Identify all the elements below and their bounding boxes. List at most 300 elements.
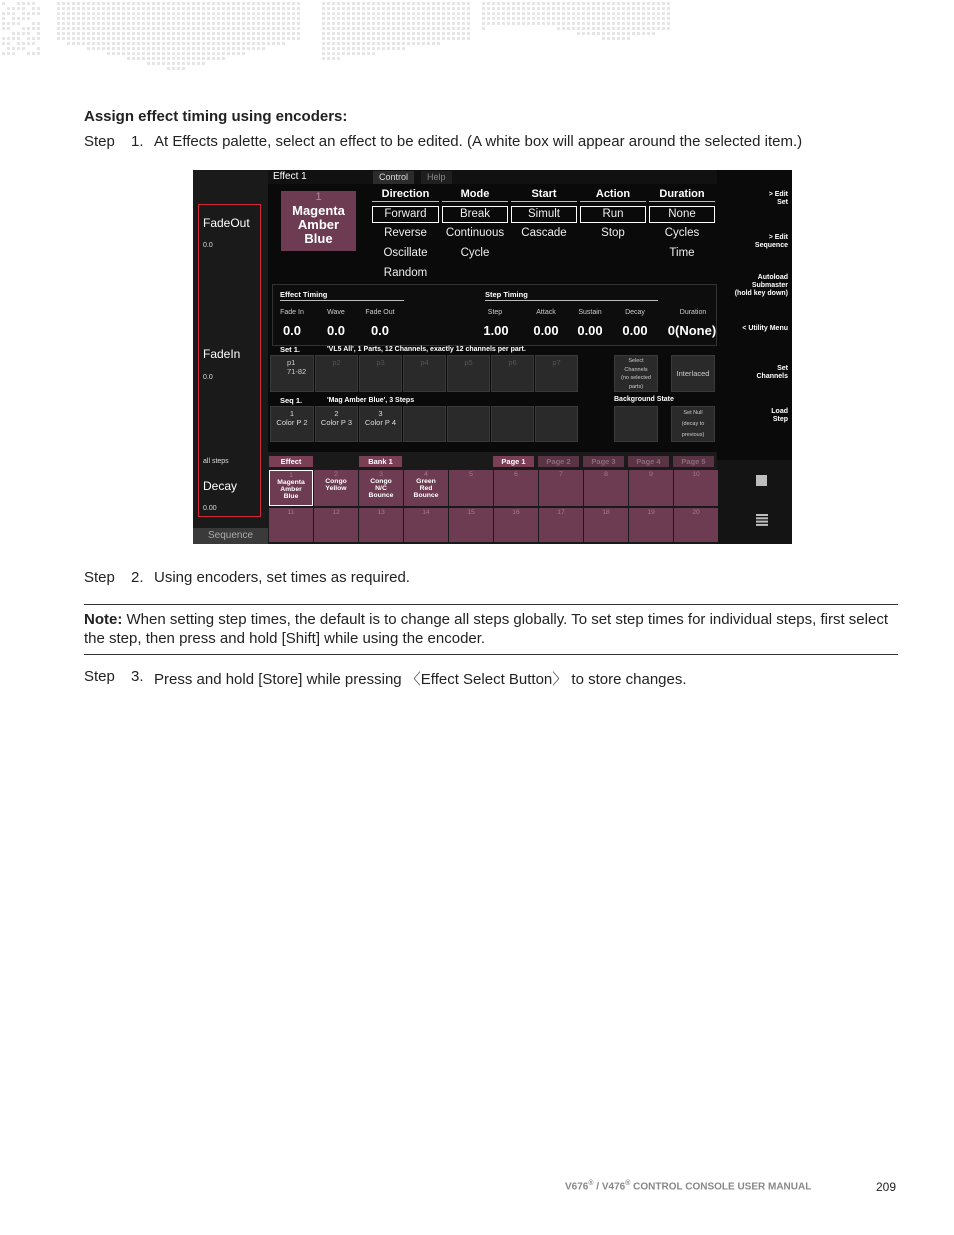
- selected-effect-tile[interactable]: [281, 191, 356, 251]
- interlaced-button[interactable]: Interlaced: [671, 355, 715, 392]
- utility-menu-button[interactable]: < Utility Menu: [742, 325, 788, 332]
- encoder-decay-caption: all steps: [203, 458, 229, 465]
- attack-value[interactable]: 0.00: [533, 323, 559, 338]
- map-dot: [22, 27, 25, 30]
- sustain-value[interactable]: 0.00: [577, 323, 603, 338]
- map-dot: [117, 32, 120, 35]
- effect-slot[interactable]: [674, 508, 718, 542]
- map-dot: [172, 57, 175, 60]
- map-dot: [32, 52, 35, 55]
- duration-cycles-option[interactable]: Cycles: [664, 227, 700, 239]
- effect-slot-number: 15: [467, 509, 475, 516]
- map-dot: [352, 22, 355, 25]
- map-dot: [442, 22, 445, 25]
- map-dot: [647, 12, 650, 15]
- effect-slot[interactable]: [359, 508, 403, 542]
- direction-oscillate-option[interactable]: Oscillate: [383, 247, 428, 259]
- map-dot: [192, 62, 195, 65]
- map-dot: [647, 17, 650, 20]
- map-dot: [357, 7, 360, 10]
- map-dot: [337, 17, 340, 20]
- map-dot: [187, 2, 190, 5]
- map-dot: [372, 32, 375, 35]
- map-dot: [572, 22, 575, 25]
- map-dot: [27, 52, 30, 55]
- map-dot: [222, 32, 225, 35]
- select-channels-button[interactable]: [614, 355, 658, 392]
- duration-time-option[interactable]: Time: [669, 247, 695, 259]
- map-dot: [72, 37, 75, 40]
- effect-slot-label: Red: [419, 485, 433, 492]
- map-dot: [252, 2, 255, 5]
- map-dot: [652, 32, 655, 35]
- map-dot: [262, 47, 265, 50]
- map-dot: [327, 22, 330, 25]
- map-dot: [332, 22, 335, 25]
- page-4-button[interactable]: Page 4: [628, 456, 669, 467]
- world-map-decoration: [0, 0, 700, 100]
- direction-forward-option[interactable]: Forward: [372, 206, 439, 223]
- map-dot: [372, 42, 375, 45]
- map-dot: [132, 27, 135, 30]
- note-label: Note:: [84, 611, 123, 628]
- map-dot: [492, 2, 495, 5]
- map-dot: [632, 27, 635, 30]
- map-dot: [217, 12, 220, 15]
- map-dot: [237, 52, 240, 55]
- map-dot: [272, 27, 275, 30]
- map-dot: [622, 12, 625, 15]
- map-dot: [277, 32, 280, 35]
- mode-continuous-option[interactable]: Continuous: [445, 227, 505, 239]
- start-cascade-option[interactable]: Cascade: [521, 227, 567, 239]
- duration-none-option[interactable]: None: [649, 206, 715, 223]
- effect-slot[interactable]: [314, 470, 358, 506]
- map-dot: [122, 32, 125, 35]
- map-dot: [512, 17, 515, 20]
- direction-random-option[interactable]: Random: [383, 267, 428, 279]
- map-dot: [392, 7, 395, 10]
- map-dot: [602, 22, 605, 25]
- map-dot: [442, 27, 445, 30]
- map-dot: [637, 17, 640, 20]
- map-dot: [177, 2, 180, 5]
- map-dot: [542, 7, 545, 10]
- map-dot: [352, 12, 355, 15]
- map-dot: [182, 52, 185, 55]
- map-dot: [617, 2, 620, 5]
- map-dot: [177, 57, 180, 60]
- map-dot: [407, 42, 410, 45]
- map-dot: [487, 12, 490, 15]
- set-channels-line1: Set: [777, 365, 788, 372]
- map-dot: [377, 22, 380, 25]
- map-dot: [202, 57, 205, 60]
- map-dot: [27, 32, 30, 35]
- map-dot: [177, 62, 180, 65]
- effect-slot[interactable]: [269, 470, 313, 506]
- map-dot: [77, 22, 80, 25]
- map-dot: [267, 7, 270, 10]
- map-dot: [197, 62, 200, 65]
- map-dot: [67, 42, 70, 45]
- direction-reverse-option[interactable]: Reverse: [384, 227, 427, 239]
- effect-slot-number: 17: [557, 509, 565, 516]
- effect-slot[interactable]: [539, 470, 583, 506]
- map-dot: [437, 17, 440, 20]
- effect-slot-number: 1: [289, 472, 293, 479]
- background-state-slot[interactable]: [614, 406, 658, 442]
- map-dot: [322, 42, 325, 45]
- effect-slot-label: Amber: [280, 486, 302, 493]
- effect-slot[interactable]: [359, 470, 403, 506]
- map-dot: [412, 22, 415, 25]
- map-dot: [207, 17, 210, 20]
- map-dot: [292, 2, 295, 5]
- map-dot: [422, 17, 425, 20]
- effect-slot-label: Congo: [325, 478, 347, 485]
- map-dot: [157, 42, 160, 45]
- map-dot: [7, 37, 10, 40]
- map-dot: [347, 2, 350, 5]
- mode-break-option[interactable]: Break: [442, 206, 508, 223]
- map-dot: [272, 37, 275, 40]
- list-view-icon[interactable]: [756, 513, 768, 525]
- map-dot: [347, 12, 350, 15]
- map-dot: [252, 17, 255, 20]
- effect-slot-number: 4: [424, 471, 428, 478]
- tab-help[interactable]: Help: [421, 171, 452, 184]
- map-dot: [197, 47, 200, 50]
- step-label: Step: [84, 569, 115, 586]
- seq-step-1[interactable]: [270, 406, 314, 442]
- map-dot: [17, 17, 20, 20]
- map-dot: [212, 32, 215, 35]
- map-dot: [7, 22, 10, 25]
- map-dot: [377, 47, 380, 50]
- map-dot: [557, 7, 560, 10]
- map-dot: [607, 12, 610, 15]
- seq-step-number: 3: [378, 409, 383, 418]
- map-dot: [247, 27, 250, 30]
- seq-step-label: Color P 4: [364, 418, 397, 427]
- set-part-p5[interactable]: p5: [447, 355, 490, 392]
- map-dot: [322, 37, 325, 40]
- map-dot: [607, 27, 610, 30]
- map-dot: [162, 2, 165, 5]
- set-part-p3[interactable]: p3: [359, 355, 402, 392]
- map-dot: [417, 2, 420, 5]
- map-dot: [142, 7, 145, 10]
- map-dot: [457, 12, 460, 15]
- seq-step-empty[interactable]: [403, 406, 446, 442]
- load-step-button[interactable]: [721, 408, 788, 424]
- map-dot: [497, 2, 500, 5]
- wave-value[interactable]: 0.0: [326, 323, 346, 338]
- map-dot: [582, 2, 585, 5]
- map-dot: [617, 12, 620, 15]
- map-dot: [392, 37, 395, 40]
- effect-slot[interactable]: [539, 508, 583, 542]
- map-dot: [277, 12, 280, 15]
- effect-slot[interactable]: [584, 508, 628, 542]
- fade-out-value[interactable]: 0.0: [370, 323, 390, 338]
- map-dot: [637, 22, 640, 25]
- map-dot: [197, 52, 200, 55]
- map-dot: [572, 2, 575, 5]
- effect-slot[interactable]: [449, 470, 493, 506]
- duration-value[interactable]: 0(None): [667, 323, 717, 338]
- map-dot: [22, 32, 25, 35]
- map-dot: [217, 7, 220, 10]
- step-text: At Effects palette, select an effect to be edited. (A white box will appear around the selected item.): [154, 133, 803, 150]
- set-part-p2[interactable]: p2: [315, 355, 358, 392]
- action-run-option[interactable]: Run: [580, 206, 646, 223]
- map-dot: [577, 32, 580, 35]
- map-dot: [392, 42, 395, 45]
- effect-tile-number: 1: [315, 191, 322, 203]
- mode-cycle-option[interactable]: Cycle: [460, 247, 490, 259]
- set-part-p4[interactable]: p4: [403, 355, 446, 392]
- page-1-button[interactable]: Page 1: [493, 456, 534, 467]
- map-dot: [537, 7, 540, 10]
- map-dot: [182, 57, 185, 60]
- seq-step-2[interactable]: [315, 406, 358, 442]
- edit-set-line1: > Edit: [768, 191, 788, 198]
- map-dot: [207, 52, 210, 55]
- map-dot: [517, 2, 520, 5]
- map-dot: [147, 7, 150, 10]
- bank-button[interactable]: Bank 1: [359, 456, 402, 467]
- map-dot: [227, 17, 230, 20]
- map-dot: [157, 37, 160, 40]
- map-dot: [237, 47, 240, 50]
- map-dot: [87, 42, 90, 45]
- map-dot: [2, 37, 5, 40]
- effect-slot-number: 7: [559, 471, 563, 478]
- set-part-p1[interactable]: [270, 355, 314, 392]
- effect-slot[interactable]: [404, 470, 448, 506]
- map-dot: [127, 27, 130, 30]
- map-dot: [12, 7, 15, 10]
- map-dot: [552, 12, 555, 15]
- fade-in-value[interactable]: 0.0: [282, 323, 302, 338]
- map-dot: [277, 2, 280, 5]
- page-2-button[interactable]: Page 2: [538, 456, 579, 467]
- edit-sequence-button[interactable]: [721, 234, 788, 250]
- map-dot: [272, 32, 275, 35]
- seq-step-3[interactable]: [359, 406, 402, 442]
- map-dot: [282, 42, 285, 45]
- map-dot: [547, 22, 550, 25]
- effect-slot[interactable]: [404, 508, 448, 542]
- action-stop-option[interactable]: Stop: [601, 227, 625, 239]
- map-dot: [522, 17, 525, 20]
- map-dot: [212, 17, 215, 20]
- map-dot: [267, 42, 270, 45]
- map-dot: [122, 42, 125, 45]
- map-dot: [482, 27, 485, 30]
- map-dot: [447, 27, 450, 30]
- map-dot: [167, 2, 170, 5]
- map-dot: [172, 67, 175, 70]
- map-dot: [567, 2, 570, 5]
- map-dot: [212, 47, 215, 50]
- map-dot: [342, 17, 345, 20]
- map-dot: [592, 2, 595, 5]
- map-dot: [232, 17, 235, 20]
- map-dot: [122, 7, 125, 10]
- map-dot: [172, 7, 175, 10]
- map-dot: [582, 27, 585, 30]
- encoder-fadeout-value: 0.0: [203, 242, 213, 249]
- map-dot: [352, 7, 355, 10]
- map-dot: [577, 17, 580, 20]
- map-dot: [142, 32, 145, 35]
- autoload-submaster-button[interactable]: [713, 274, 788, 298]
- map-dot: [417, 7, 420, 10]
- map-dot: [342, 12, 345, 15]
- map-dot: [467, 37, 470, 40]
- seq-step-empty[interactable]: [447, 406, 490, 442]
- map-dot: [652, 22, 655, 25]
- effect-slot[interactable]: [629, 508, 673, 542]
- map-dot: [407, 12, 410, 15]
- map-dot: [372, 7, 375, 10]
- map-dot: [417, 32, 420, 35]
- step-value[interactable]: 1.00: [483, 323, 509, 338]
- map-dot: [647, 27, 650, 30]
- decay-value[interactable]: 0.00: [622, 323, 648, 338]
- map-dot: [387, 22, 390, 25]
- map-dot: [252, 37, 255, 40]
- map-dot: [297, 12, 300, 15]
- seq-step-empty[interactable]: [491, 406, 534, 442]
- map-dot: [432, 7, 435, 10]
- effect-slot[interactable]: [494, 508, 538, 542]
- map-dot: [182, 2, 185, 5]
- map-dot: [32, 22, 35, 25]
- map-dot: [402, 42, 405, 45]
- map-dot: [447, 17, 450, 20]
- action-rule: [580, 201, 646, 202]
- map-dot: [62, 37, 65, 40]
- effect-slot[interactable]: [314, 508, 358, 542]
- start-simult-option[interactable]: Simult: [511, 206, 577, 223]
- map-dot: [172, 62, 175, 65]
- map-dot: [32, 42, 35, 45]
- effect-slot[interactable]: [629, 470, 673, 506]
- map-dot: [437, 12, 440, 15]
- map-dot: [592, 12, 595, 15]
- edit-set-button[interactable]: [721, 191, 788, 207]
- map-dot: [32, 27, 35, 30]
- map-dot: [2, 12, 5, 15]
- map-dot: [77, 27, 80, 30]
- page-5-button[interactable]: Page 5: [673, 456, 714, 467]
- map-dot: [497, 17, 500, 20]
- map-dot: [542, 2, 545, 5]
- seq-step-label: Color P 2: [276, 418, 308, 427]
- map-dot: [192, 22, 195, 25]
- map-dot: [487, 7, 490, 10]
- effect-slot[interactable]: [494, 470, 538, 506]
- map-dot: [207, 57, 210, 60]
- map-dot: [577, 27, 580, 30]
- window-title: Effect 1: [273, 171, 307, 182]
- map-dot: [227, 47, 230, 50]
- effect-slot[interactable]: [449, 508, 493, 542]
- map-dot: [57, 32, 60, 35]
- map-dot: [432, 2, 435, 5]
- map-dot: [182, 32, 185, 35]
- map-dot: [182, 7, 185, 10]
- map-dot: [62, 2, 65, 5]
- map-dot: [132, 12, 135, 15]
- map-dot: [297, 32, 300, 35]
- map-dot: [122, 12, 125, 15]
- map-dot: [152, 52, 155, 55]
- effect-slot[interactable]: [584, 470, 628, 506]
- map-dot: [457, 22, 460, 25]
- map-dot: [87, 37, 90, 40]
- map-dot: [122, 22, 125, 25]
- map-dot: [452, 7, 455, 10]
- map-dot: [322, 47, 325, 50]
- map-dot: [152, 22, 155, 25]
- effect-slot[interactable]: [269, 508, 313, 542]
- map-dot: [17, 37, 20, 40]
- effects-console-screenshot: [193, 170, 792, 544]
- duration-label: Duration: [679, 309, 707, 316]
- map-dot: [587, 22, 590, 25]
- map-dot: [252, 47, 255, 50]
- set-channels-button[interactable]: [721, 365, 788, 381]
- set-part-p7[interactable]: p7: [535, 355, 578, 392]
- map-dot: [332, 32, 335, 35]
- map-dot: [127, 57, 130, 60]
- page-3-button[interactable]: Page 3: [583, 456, 624, 467]
- map-dot: [572, 17, 575, 20]
- map-dot: [112, 12, 115, 15]
- map-dot: [557, 17, 560, 20]
- console-title-bar: [268, 170, 717, 184]
- map-dot: [462, 12, 465, 15]
- tab-control[interactable]: Control: [373, 171, 414, 184]
- map-dot: [162, 7, 165, 10]
- stop-square-icon[interactable]: [756, 475, 767, 486]
- seq-step-empty[interactable]: [535, 406, 578, 442]
- map-dot: [432, 42, 435, 45]
- sequence-tab[interactable]: Sequence: [193, 528, 268, 544]
- map-dot: [97, 37, 100, 40]
- set-part-p6[interactable]: p6: [491, 355, 534, 392]
- map-dot: [367, 32, 370, 35]
- map-dot: [467, 32, 470, 35]
- effect-slot[interactable]: [674, 470, 718, 506]
- map-dot: [187, 37, 190, 40]
- map-dot: [87, 27, 90, 30]
- effect-palette-button[interactable]: Effect: [269, 456, 313, 467]
- map-dot: [412, 7, 415, 10]
- step-2: [84, 569, 898, 586]
- map-dot: [387, 27, 390, 30]
- map-dot: [612, 32, 615, 35]
- effect-slot-number: 3: [379, 471, 383, 478]
- set-null-button[interactable]: [671, 406, 715, 442]
- map-dot: [462, 2, 465, 5]
- map-dot: [547, 2, 550, 5]
